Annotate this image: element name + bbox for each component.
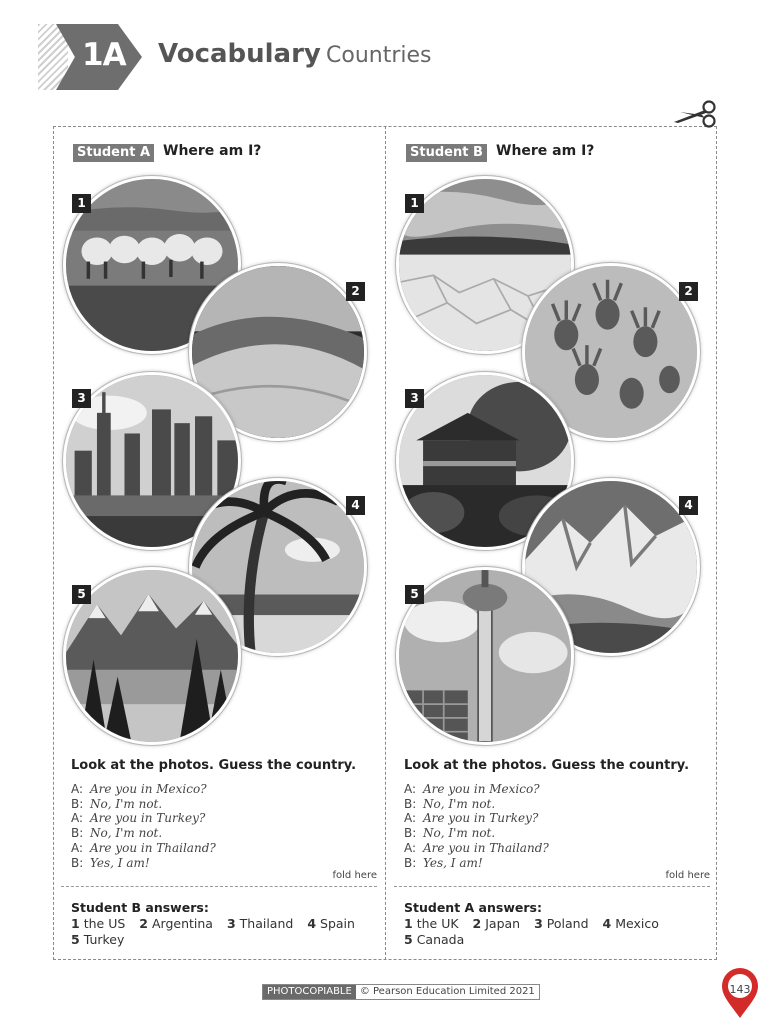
dialogue-line: B: Yes, I am! [71, 855, 150, 870]
page-title: Vocabulary [158, 39, 321, 69]
photo-number: 2 [346, 282, 365, 301]
panel-prompt: Where am I? [496, 143, 595, 159]
photo-number: 1 [72, 194, 91, 213]
photo-number: 4 [346, 496, 365, 515]
copyright-footer [262, 984, 540, 1000]
student-a-panel [53, 126, 385, 960]
photo-number: 3 [72, 389, 91, 408]
answers-list [71, 916, 365, 947]
dialogue-line: A: Are you in Turkey? [404, 811, 539, 826]
dialogue-line: A: Are you in Mexico? [404, 782, 540, 796]
dialogue [404, 782, 549, 870]
unit-number: 1A [82, 37, 126, 73]
photo-number: 2 [679, 282, 698, 301]
fold-label: fold here [332, 870, 377, 881]
photo-number: 3 [405, 389, 424, 408]
page-subtitle: Countries [326, 43, 432, 68]
answer-item: 5 Turkey [71, 931, 125, 947]
answer-item: 3 Poland [534, 916, 589, 931]
answer-item: 4 Mexico [602, 916, 659, 931]
photocopiable-label: PHOTOCOPIABLE [263, 985, 356, 999]
dialogue-line: B: Yes, I am! [404, 855, 483, 870]
student-b-panel [386, 126, 718, 960]
fold-label: fold here [665, 870, 710, 881]
answers-title: Student A answers: [404, 900, 542, 915]
fold-line [394, 886, 710, 887]
answer-item: 5 Canada [404, 931, 465, 947]
panel-prompt: Where am I? [163, 143, 262, 159]
instruction-text: Look at the photos. Guess the country. [71, 758, 357, 773]
answers-title: Student B answers: [71, 900, 209, 915]
fold-line [61, 886, 377, 887]
answers-list [404, 916, 669, 947]
answer-item: 1 the UK [404, 916, 459, 931]
answer-item: 2 Japan [472, 916, 521, 931]
photo-number: 5 [405, 585, 424, 604]
dialogue-line: B: No, I'm not. [404, 826, 496, 841]
photo-number: 4 [679, 496, 698, 515]
dialogue-line: A: Are you in Turkey? [71, 811, 206, 826]
answer-item: 4 Spain [307, 916, 355, 931]
page-number: 143 [729, 983, 751, 996]
student-label: Student B [406, 144, 487, 162]
photo-number: 5 [72, 585, 91, 604]
dialogue-line: B: No, I'm not. [404, 796, 496, 811]
dialogue-line: A: Are you in Thailand? [71, 840, 216, 855]
answer-item: 1 the US [71, 916, 126, 931]
dialogue-line: B: No, I'm not. [71, 826, 163, 841]
dialogue-line: B: No, I'm not. [71, 796, 163, 811]
answer-item: 2 Argentina [139, 916, 213, 931]
student-label: Student A [73, 144, 154, 162]
dialogue-line: A: Are you in Mexico? [71, 782, 207, 796]
answer-item: 3 Thailand [226, 916, 294, 931]
photo-number: 1 [405, 194, 424, 213]
instruction-text: Look at the photos. Guess the country. [404, 758, 690, 773]
dialogue [71, 782, 216, 870]
dialogue-line: A: Are you in Thailand? [404, 840, 549, 855]
copyright-text: © Pearson Education Limited 2021 [359, 986, 535, 997]
